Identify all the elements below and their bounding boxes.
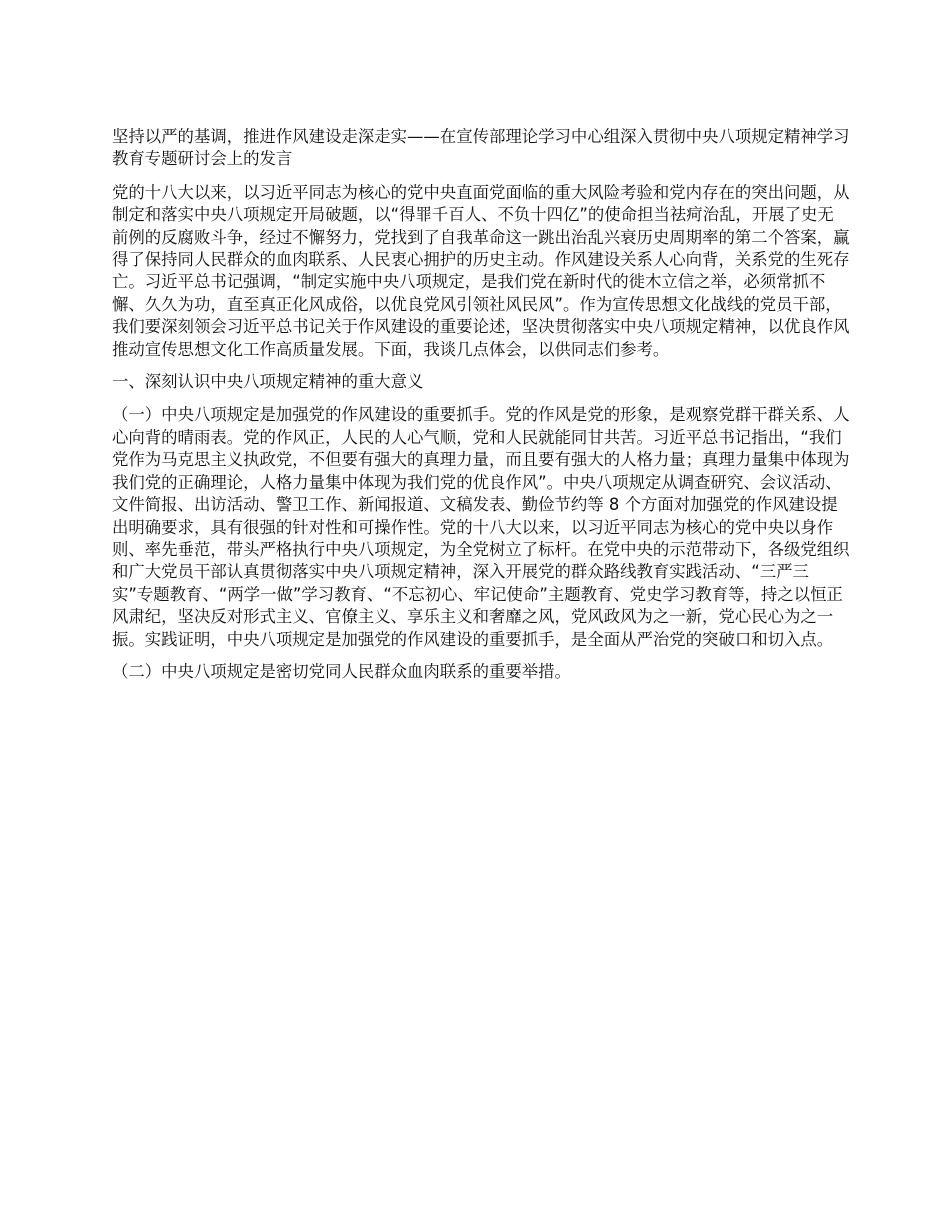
document-title: 坚持以严的基调，推进作风建设走深走实——在宣传部理论学习中心组深入贯彻中央八项规定精神学习教育专题研讨会上的发言: [112, 127, 850, 169]
section-heading: 一、深刻认识中央八项规定精神的重大意义: [112, 372, 424, 392]
intro-paragraph: 党的十八大以来，以习近平同志为核心的党中央直面党面临的重大风险考验和党内存在的突出问题，从制定和落实中央八项规定开局破题，以“得罪千百人、不负十四亿”的使命担当祛疴治乱，开展了史无前例的反腐败斗争，经过不懈努力，党找到了自我革命这一跳出治乱兴衰历史周期率的第二个答案，赢得了保持同人民群众的血肉联系、人民衷心拥护的历史主动。作风建设关系人心向背，关系党的生死存亡。习近平总书记强调，“制定实施中央八项规定，是我们党在新时代的徙木立信之举，必须常抓不懈、久久为功，直至真正化风成俗，以优良党风引领社风民风”。作为宣传思想文化战线的党员干部，我们要深刻领会习近平总书记关于作风建设的重要论述，坚决贯彻落实中央八项规定精神，以优良作风推动宣传思想文化工作高质量发展。下面，我谈几点体会，以供同志们参考。: [112, 182, 850, 359]
subheading-paragraph: （二）中央八项规定是密切党同人民群众血肉联系的重要举措。: [112, 661, 571, 681]
document-body: [112, 126, 850, 693]
body-paragraph: （一）中央八项规定是加强党的作风建设的重要抓手。党的作风是党的形象，是观察党群干群关系、人心向背的晴雨表。党的作风正，人民的人心气顺，党和人民就能同甘共苦。习近平总书记指出，“我们党作为马克思主义执政党，不但要有强大的真理力量，而且要有强大的人格力量；真理力量集中体现为我们党的正确理论，人格力量集中体现为我们党的优良作风”。中央八项规定从调查研究、会议活动、文件简报、出访活动、警卫工作、新闻报道、文稿发表、勤俭节约等 8 个方面对加强党的作风建设提出明确要求，具有很强的针对性和可操作性。党的十八大以来，以习近平同志为核心的党中央以身作则、率先垂范，带头严格执行中央八项规定，为全党树立了标杆。在党中央的示范带动下，各级党组织和广大党员干部认真贯彻落实中央八项规定精神，深入开展党的群众路线教育实践活动、“三严三实”专题教育、“两学一做”学习教育、“不忘初心、牢记使命”主题教育、党史学习教育等，持之以恒正风肃纪，坚决反对形式主义、官僚主义、享乐主义和奢靡之风，党风政风为之一新，党心民心为之一振。实践证明，中央八项规定是加强党的作风建设的重要抓手，是全面从严治党的突破口和切入点。: [112, 405, 850, 649]
